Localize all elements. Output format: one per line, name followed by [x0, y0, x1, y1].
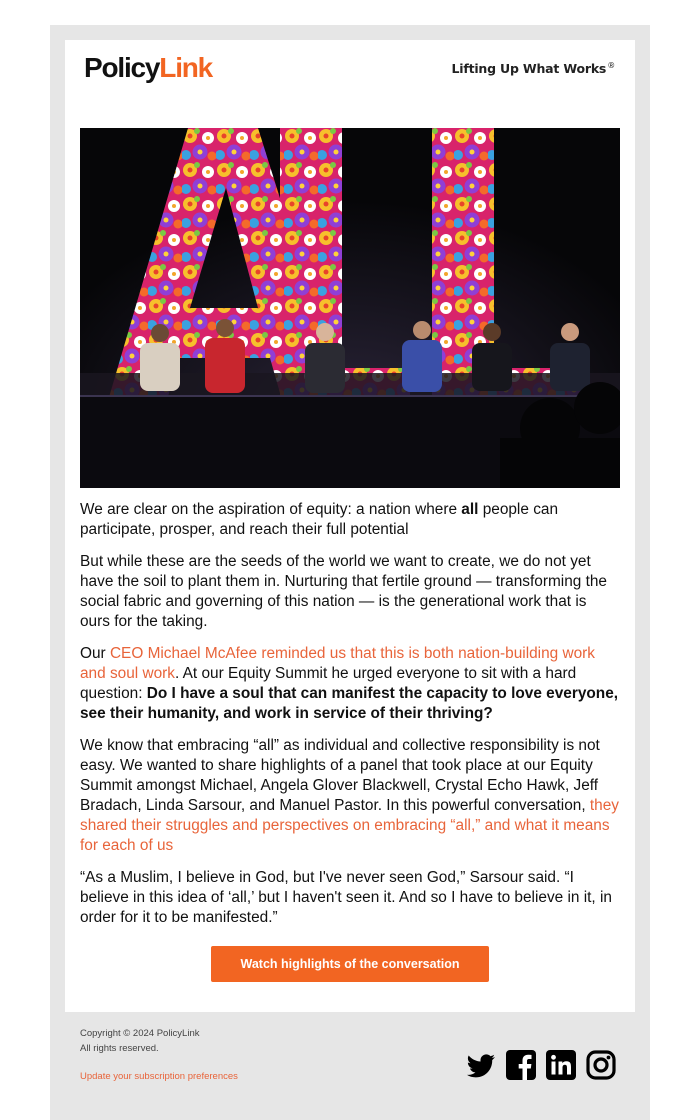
subscription-preferences-link[interactable]: Update your subscription preferences [80, 1071, 238, 1082]
p1-text-pre: We are clear on the aspiration of equity: a nation where [80, 501, 462, 518]
p3-text-mid: . At our Equity Summit he urged everyone to sit with a hard question: [80, 665, 577, 702]
paragraph-panel [80, 736, 620, 856]
paragraph-seeds: But while these are the seeds of the world we want to create, we do not yet have the soil to plant them in. Nurturing that fertile ground — transforming the social fabric and governing of this nation — is the generational work that is ours for the taking. [80, 553, 607, 630]
twitter-icon[interactable] [465, 1049, 497, 1081]
hero-image[interactable] [80, 128, 620, 488]
paragraph-ceo [80, 644, 620, 724]
p1-text-post: people can participate, prosper, and reach their full potential [80, 501, 559, 538]
logo-text-main: Policy [84, 52, 160, 83]
logo-text-accent: Link [159, 52, 213, 83]
registered-mark: ® [607, 61, 615, 70]
panel-highlights-link[interactable]: they shared their struggles and perspectives on embracing “all,” and what it means for each of us [80, 797, 619, 854]
policylink-logo[interactable] [84, 51, 212, 85]
p1-text-bold: all [461, 501, 479, 518]
tagline [451, 61, 615, 76]
facebook-icon[interactable] [505, 1049, 537, 1081]
tagline-text: Lifting Up What Works [451, 61, 607, 76]
email-frame [50, 25, 650, 1120]
linkedin-icon[interactable] [545, 1049, 577, 1081]
email-body [80, 500, 620, 940]
watch-highlights-button[interactable]: Watch highlights of the conversation [211, 946, 489, 982]
rights-text: All rights reserved. [80, 1043, 159, 1054]
copyright-text: Copyright © 2024 PolicyLink [80, 1028, 200, 1039]
ceo-article-link[interactable]: CEO Michael McAfee reminded us that this is both nation-building work and soul work [80, 645, 595, 682]
p4-text-pre: We know that embracing “all” as individual and collective responsibility is not easy. We wanted to share highlights of a panel that took place at our Equity Summit amongst Michael, Angela Glover Blackwell, Crystal Echo Hawk, Jeff Bradach, Linda Sarsour, and Manuel Pastor. In this powerful conversation, [80, 737, 600, 814]
equity-summit-stage-photo-icon [80, 128, 620, 488]
p3-text-bold: Do I have a soul that can manifest the capacity to love everyone, see their humanity, and work in service of their thriving? [80, 685, 619, 722]
footer-copyright [80, 1026, 199, 1056]
paragraph-aspiration [80, 500, 620, 540]
paragraph-quote: “As a Muslim, I believe in God, but I've never seen God,” Sarsour said. “I believe in this idea of ‘all,’ but I haven't seen it. And so I have to believe in it, in order for it to be manifested.” [80, 869, 612, 926]
p3-text-pre: Our [80, 645, 110, 662]
email-card [65, 40, 635, 1012]
instagram-icon[interactable] [585, 1049, 617, 1081]
